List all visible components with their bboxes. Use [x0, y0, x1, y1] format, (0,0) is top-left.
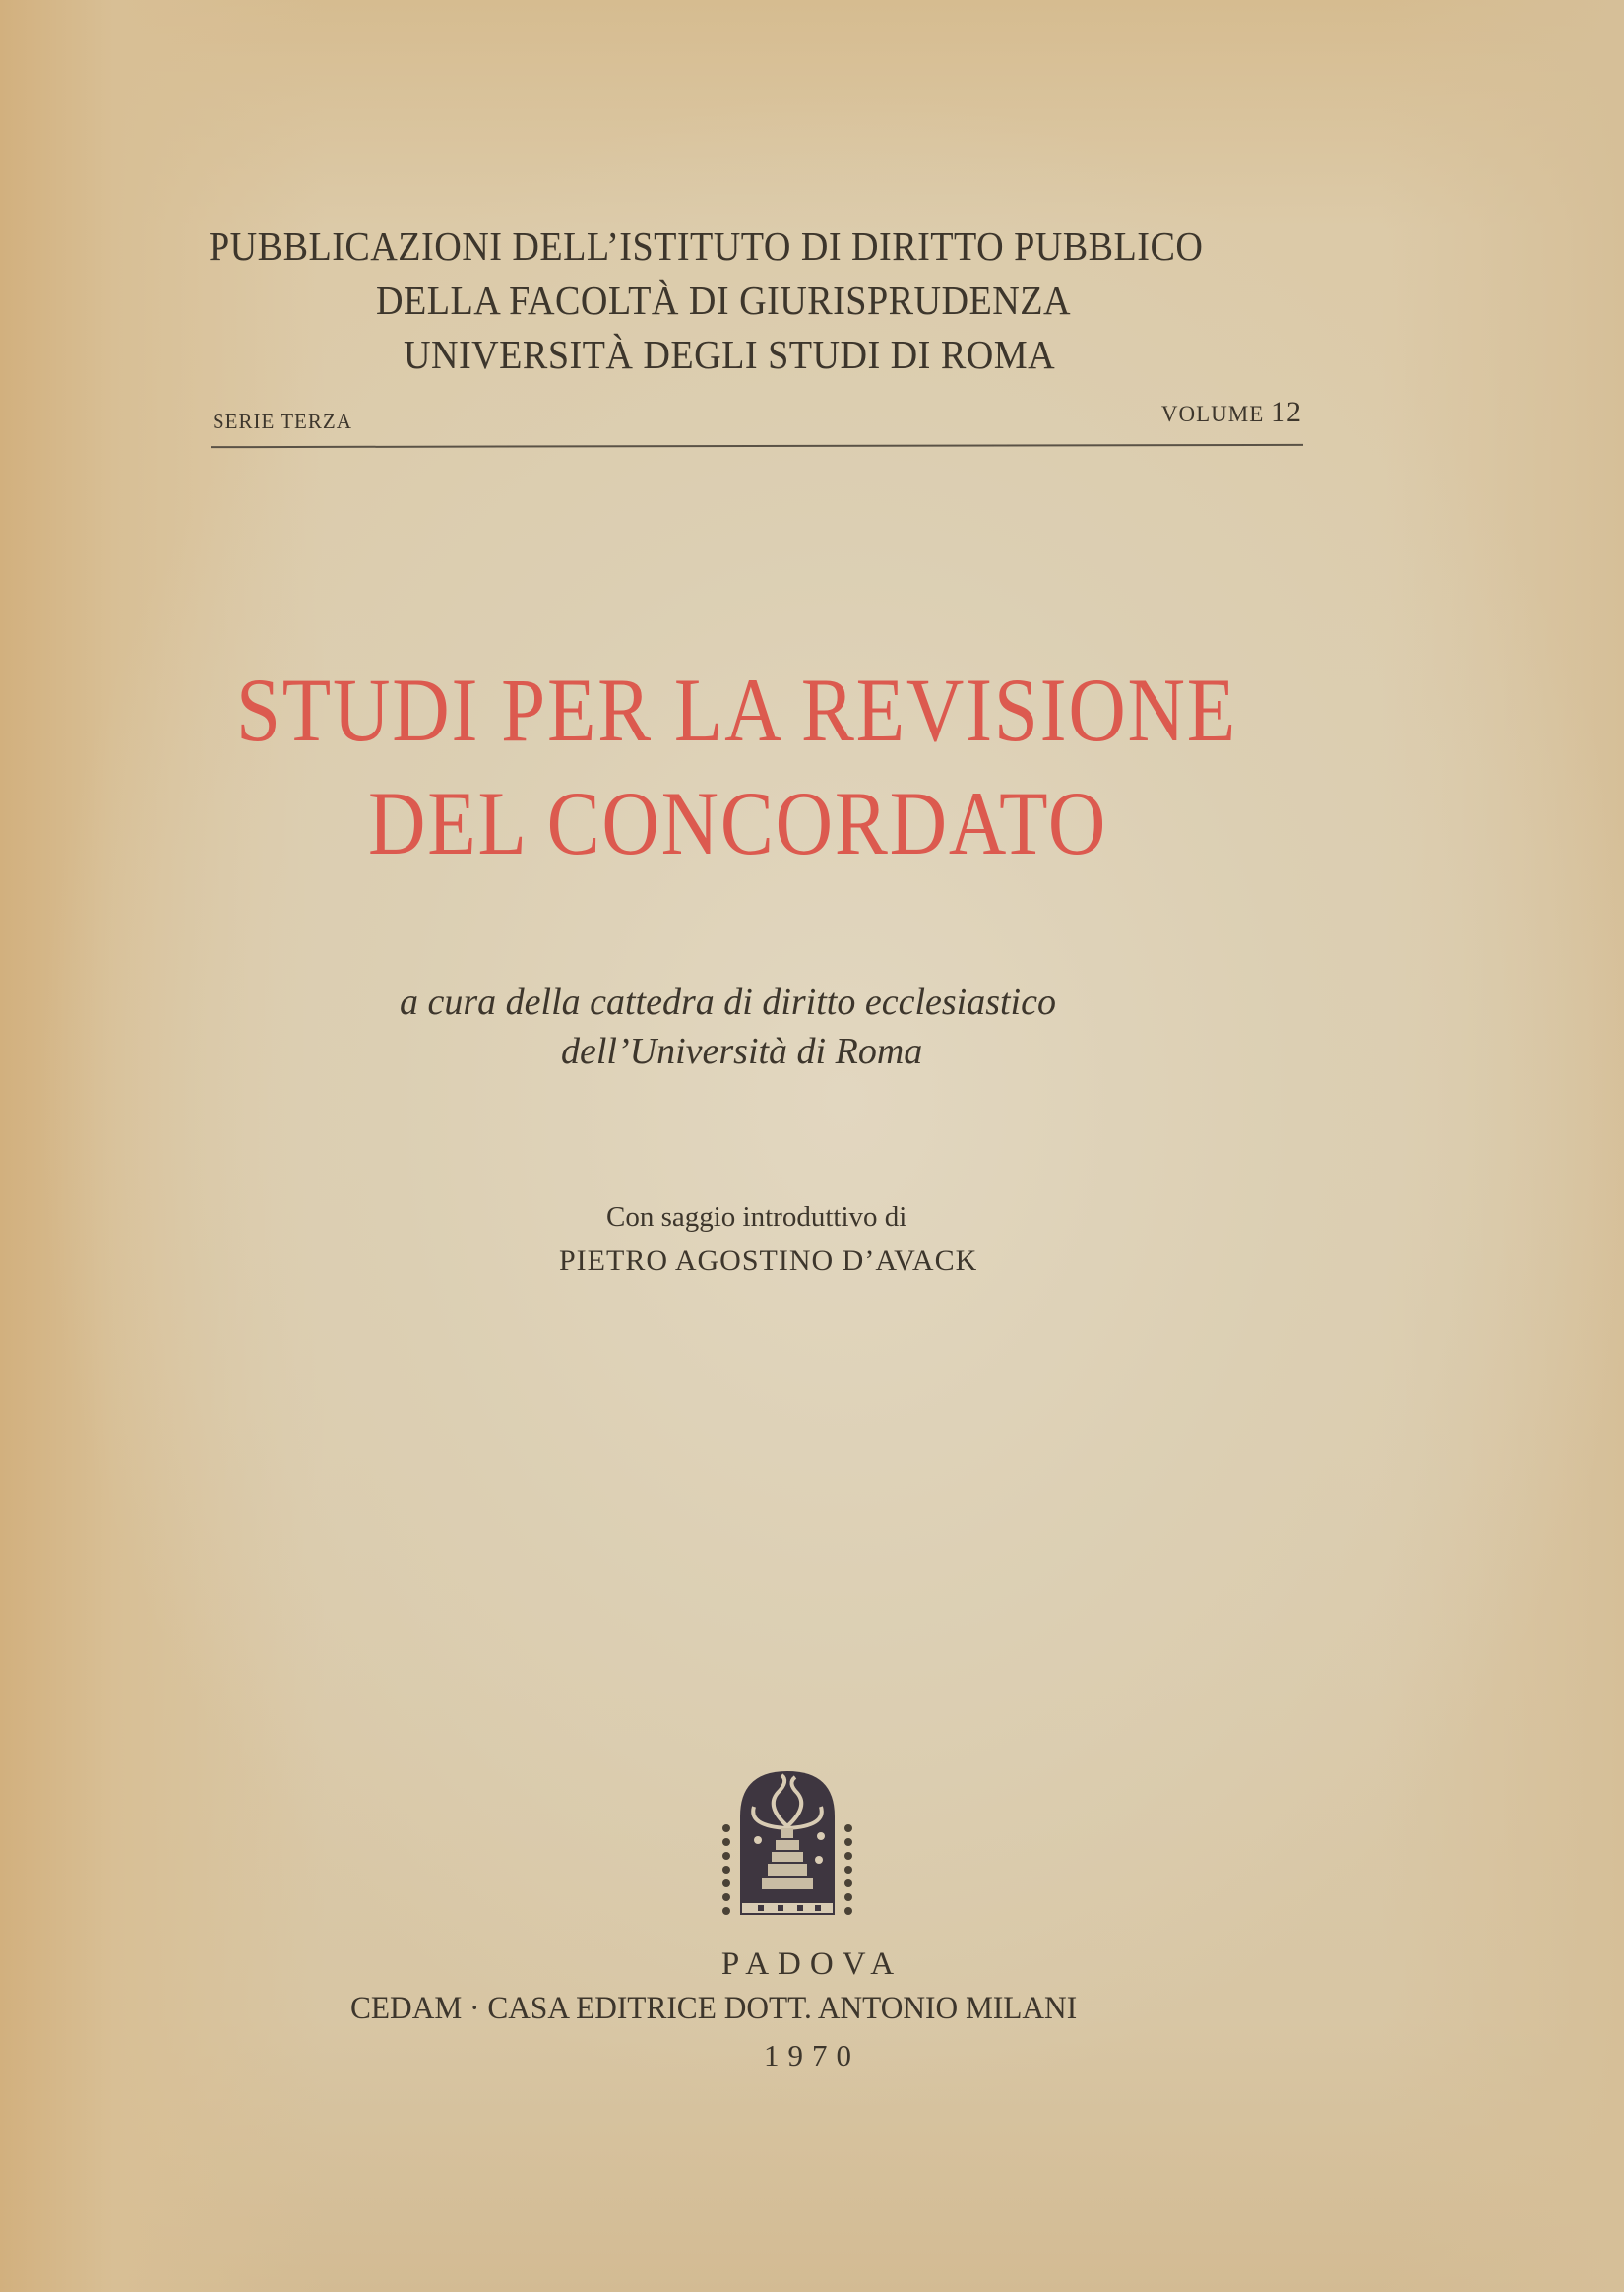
volume-label: [1161, 396, 1302, 429]
publisher-emblem-icon: [718, 1767, 856, 1925]
author-name: PIETRO AGOSTINO D’AVACK: [559, 1244, 978, 1277]
book-title-line-1: STUDI PER LA REVISIONE: [236, 660, 1238, 760]
series-title-line-1: PUBBLICAZIONI DELL’ISTITUTO DI DIRITTO PUBBLICO: [209, 223, 1204, 269]
editor-line-2: dell’Università di Roma: [561, 1031, 923, 1072]
header-divider: [211, 444, 1303, 448]
editor-line-1: a cura della cattedra di diritto ecclesiastico: [400, 982, 1056, 1023]
series-title-line-3: UNIVERSITÀ DEGLI STUDI DI ROMA: [404, 332, 1056, 377]
series-title-line-2: DELLA FACOLTÀ DI GIURISPRUDENZA: [376, 278, 1072, 323]
volume-number: 12: [1271, 396, 1302, 428]
publisher-name: CEDAM · CASA EDITRICE DOTT. ANTONIO MILANI: [350, 1991, 1078, 2026]
publisher-city: PADOVA: [720, 1946, 904, 1982]
introduction-label: Con saggio introduttivo di: [606, 1201, 907, 1233]
publication-year: 1970: [764, 2038, 860, 2072]
series-number: SERIE TERZA: [213, 410, 352, 433]
volume-word: VOLUME: [1160, 402, 1265, 426]
book-title-line-2: DEL CONCORDATO: [368, 773, 1108, 873]
